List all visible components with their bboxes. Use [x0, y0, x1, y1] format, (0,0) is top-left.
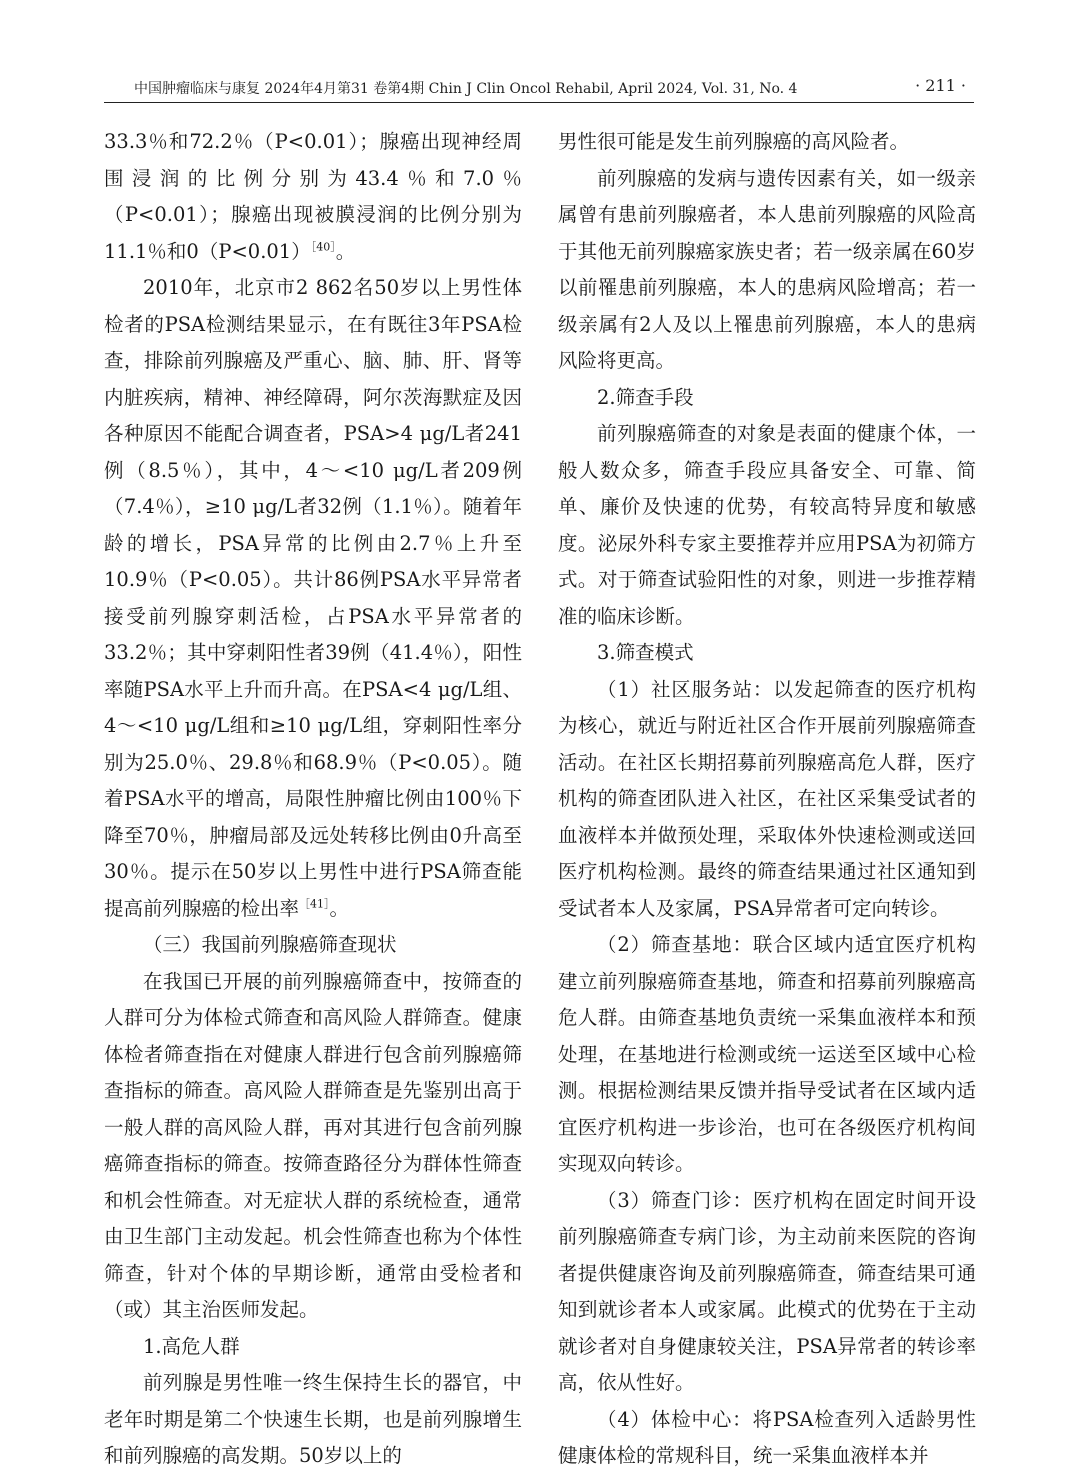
citation-ref: ［40］ — [310, 240, 336, 253]
paragraph: 前列腺是男性唯一终生保持生长的器官，中老年时期是第二个快速生长期，也是前列腺增生和前列腺癌的高发期。50岁以上的 — [104, 1371, 522, 1467]
journal-citation: 中国肿瘤临床与康复 2024年4月第31 卷第4期 Chin J Clin Oncol Rehabil, April 2024, Vol. 31, No. 4 — [134, 81, 798, 97]
paragraph: （2）筛查基地：联合区域内适宜医疗机构建立前列腺癌筛查基地，筛查和招募前列腺癌高危人群。由筛查基地负责统一采集血液样本和预处理，在基地进行检测或统一运送至区域中心检测。根据检测结果反馈并指导受试者在区域内适宜医疗机构进一步诊治，也可在各级医疗机构间实现双向转诊。 — [558, 933, 976, 1175]
page-number: · 211 · — [915, 76, 966, 95]
paragraph: 在我国已开展的前列腺癌筛查中，按筛查的人群可分为体检式筛查和高风险人群筛查。健康体检者筛查指在对健康人群进行包含前列腺癌筛查指标的筛查。高风险人群筛查是先鉴别出高于一般人群的高风险人群，再对其进行包含前列腺癌筛查指标的筛查。按筛查路径分为群体性筛查和机会性筛查。对无症状人群的系统检查，通常由卫生部门主动发起。机会性筛查也称为个体性筛查，针对个体的早期诊断，通常由受检者和（或）其主治医师发起。 — [104, 969, 522, 1321]
paragraph: （1）社区服务站：以发起筛查的医疗机构为核心，就近与附近社区合作开展前列腺癌筛查活动。在社区长期招募前列腺癌高危人群，医疗机构的筛查团队进入社区，在社区采集受试者的血液样本并做预处理，采取体外快速检测或送回医疗机构检测。最终的筛查结果通过社区通知到受试者本人及家属，PSA异常者可定向转诊。 — [558, 677, 976, 920]
left-column — [104, 124, 522, 1467]
paragraph: （4）体检中心：将PSA检查列入适龄男性健康体检的常规科目，统一采集血液样本并 — [558, 1407, 976, 1467]
right-column — [558, 124, 976, 1467]
subsection-heading: 3.筛查模式 — [597, 641, 694, 664]
paragraph: 前列腺癌筛查的对象是表面的健康个体，一般人数众多，筛查手段应具备安全、可靠、简单、廉价及快速的优势，有较高特异度和敏感度。泌尿外科专家主要推荐并应用PSA为初筛方式。对于筛查试验阳性的对象，则进一步推荐精准的临床诊断。 — [558, 422, 976, 628]
paragraph-end: 。 — [329, 896, 350, 920]
citation-ref: ［41］ — [299, 897, 330, 910]
paragraph: 男性很可能是发生前列腺癌的高风险者。 — [558, 130, 910, 153]
paragraph — [104, 270, 522, 927]
subsection-heading: 1.高危人群 — [143, 1334, 240, 1358]
subsection-heading: 2.筛查手段 — [597, 385, 694, 409]
paragraph: 前列腺癌的发病与遗传因素有关，如一级亲属曾有患前列腺癌者，本人患前列腺癌的风险高于其他无前列腺癌家族史者；若一级亲属在60岁以前罹患前列腺癌，本人的患病风险增高；若一级亲属有2人及以上罹患前列腺癌，本人的患病风险将更高。 — [558, 166, 976, 372]
paragraph: （3）筛查门诊：医疗机构在固定时间开设前列腺癌筛查专病门诊，为主动前来医院的咨询者提供健康咨询及前列腺癌筛查，筛查结果可通知到就诊者本人或家属。此模式的优势在于主动就诊者对自身健康较关注，PSA异常者的转诊率高，依从性好。 — [558, 1188, 976, 1394]
paragraph-end: 。 — [335, 239, 356, 263]
paragraph-text: 33.3％和72.2％（P<0.01）；腺癌出现神经周围浸润的比例分别为43.4％和7.0％（P<0.01）；腺癌出现被膜浸润的比例分别为11.1％和0（P<0.01） — [104, 130, 522, 263]
paragraph — [104, 124, 522, 270]
paragraph-text: 2010年，北京市2 862名50岁以上男性体检者的PSA检测结果显示，在有既往3年PSA检查，排除前列腺癌及严重心、脑、肺、肝、肾等内脏疾病，精神、神经障碍，阿尔茨海默症及因各种原因不能配合调查者，PSA>4 μg/L者241例（8.5％），其中，4～<10 μg/L者209例（7.4％），≥10 μg/L者32例（1.1％）。随着年龄的增长，PSA异常的比例由2.7％上升至10.9％（P<0.05）。共计86例PSA水平异常者接受前列腺穿刺活检，占PSA水平异常者的33.2％；其中穿刺阳性者39例（41.4％），阳性率随PSA水平上升而升高。在PSA<4 μg/L组、4～<10 μg/L组和≥10 μg/L组，穿刺阳性率分别为25.0％、29.8％和68.9％（P<0.05）。随着PSA水平的增高，局限性肿瘤比例由100％下降至70％，肿瘤局部及远处转移比例由0升高至30％。提示在50岁以上男性中进行PSA筛查能提高前列腺癌的检出率 — [104, 276, 522, 920]
running-header — [104, 74, 974, 103]
section-heading: （三）我国前列腺癌筛查现状 — [143, 933, 397, 956]
